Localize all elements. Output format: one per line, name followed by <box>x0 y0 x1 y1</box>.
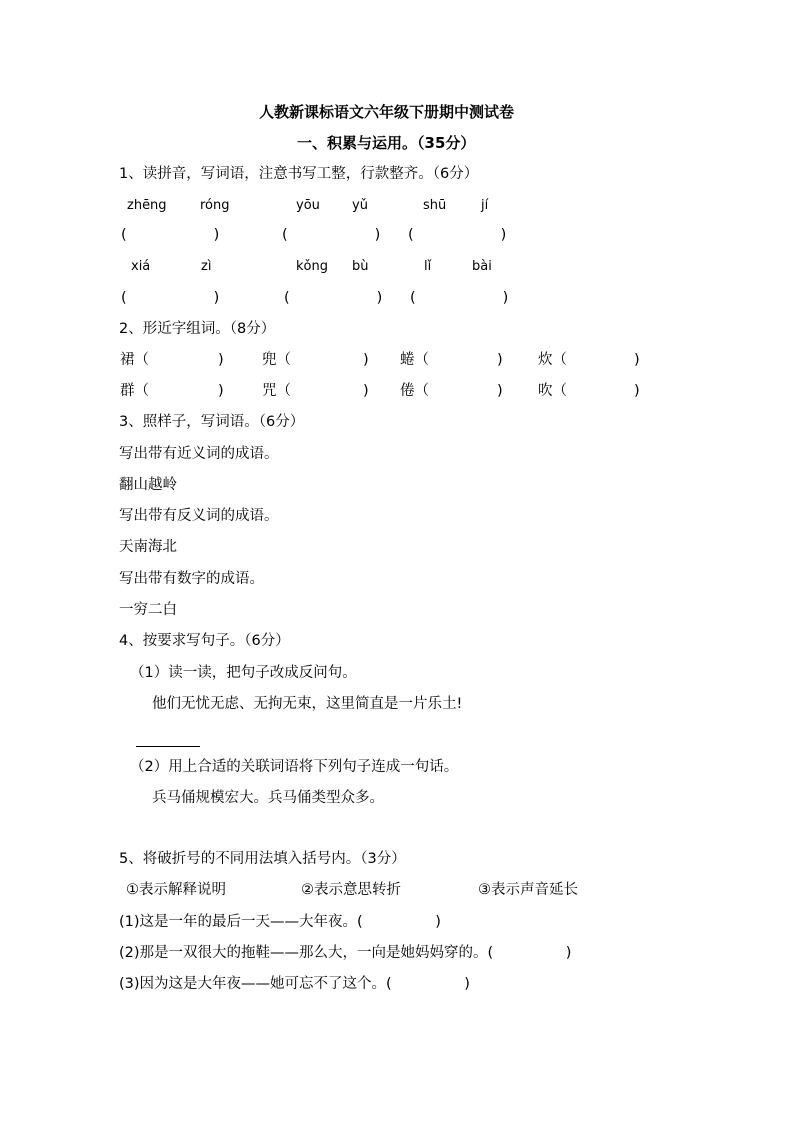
answer-blank[interactable]: ( ) <box>410 290 509 306</box>
q5-heading: 5、将破折号的不同用法填入括号内。（3分） <box>119 851 406 867</box>
pinyin: yǔ <box>352 198 368 213</box>
q4-sub2: （2）用上合适的关联词语将下列句子连成一句话。 <box>130 759 459 775</box>
blank-close[interactable]: ) <box>218 352 224 368</box>
q4-heading: 4、按要求写句子。（6分） <box>119 633 290 649</box>
q5-option: ②表示意思转折 <box>301 882 401 898</box>
q5-item: (2)那是一双很大的拖鞋——那么大，一向是她妈妈穿的。( ) <box>119 945 572 961</box>
pinyin: lǐ <box>424 259 432 274</box>
char-label: 咒（ <box>262 383 291 399</box>
blank-close[interactable]: ) <box>218 383 224 399</box>
pinyin: bù <box>352 259 369 274</box>
q3-example: 翻山越岭 <box>119 477 177 493</box>
section-heading: 一、积累与运用。（35分） <box>297 134 476 152</box>
q5-option: ①表示解释说明 <box>126 882 226 898</box>
blank-close[interactable]: ) <box>634 352 640 368</box>
pinyin: xiá <box>131 259 151 274</box>
char-label: 群（ <box>120 383 149 399</box>
q3-example: 一穷二白 <box>119 602 177 618</box>
answer-blank[interactable]: ( ) <box>282 227 381 243</box>
q5-item: (1)这是一年的最后一天——大年夜。( ) <box>119 914 441 930</box>
q4-sub1: （1）读一读，把句子改成反问句。 <box>130 665 357 681</box>
exam-title: 人教新课标语文六年级下册期中测试卷 <box>259 103 515 121</box>
char-label: 吹（ <box>538 383 567 399</box>
q3-line: 写出带有近义词的成语。 <box>119 446 279 462</box>
answer-blank[interactable]: ( ) <box>121 290 220 306</box>
pinyin: róng <box>200 198 230 213</box>
pinyin: bài <box>472 259 492 274</box>
blank-close[interactable]: ) <box>497 352 503 368</box>
q5-option: ③表示声音延长 <box>478 882 578 898</box>
q3-heading: 3、照样子，写词语。（6分） <box>119 414 305 430</box>
q4-sentence1: 他们无忧无虑、无拘无束，这里简直是一片乐土! <box>152 696 463 712</box>
answer-blank[interactable]: ( ) <box>284 290 383 306</box>
pinyin: zhēng <box>127 198 167 213</box>
char-label: 蜷（ <box>400 352 429 368</box>
char-label: 炊（ <box>538 352 567 368</box>
blank-close[interactable]: ) <box>497 383 503 399</box>
char-label: 裙（ <box>120 352 149 368</box>
pinyin: shū <box>423 198 447 213</box>
pinyin: kǒng <box>296 259 328 274</box>
q2-heading: 2、形近字组词。（8分） <box>119 321 276 337</box>
pinyin: zì <box>201 259 212 274</box>
q3-example: 天南海北 <box>119 539 177 555</box>
answer-underline[interactable] <box>136 746 200 747</box>
pinyin: yōu <box>296 198 320 213</box>
q1-heading: 1、读拼音，写词语，注意书写工整，行款整齐。（6分） <box>119 166 479 182</box>
char-label: 兜（ <box>262 352 291 368</box>
pinyin: jí <box>481 198 489 213</box>
q3-line: 写出带有反义词的成语。 <box>119 508 279 524</box>
answer-blank[interactable]: ( ) <box>121 227 220 243</box>
blank-close[interactable]: ) <box>363 352 369 368</box>
q3-line: 写出带有数字的成语。 <box>119 571 264 587</box>
blank-close[interactable]: ) <box>634 383 640 399</box>
char-label: 倦（ <box>400 383 429 399</box>
blank-close[interactable]: ) <box>363 383 369 399</box>
answer-blank[interactable]: ( ) <box>408 227 507 243</box>
q5-item: (3)因为这是大年夜——她可忘不了这个。( ) <box>119 976 470 992</box>
q4-sentence2: 兵马俑规模宏大。兵马俑类型众多。 <box>152 790 384 806</box>
